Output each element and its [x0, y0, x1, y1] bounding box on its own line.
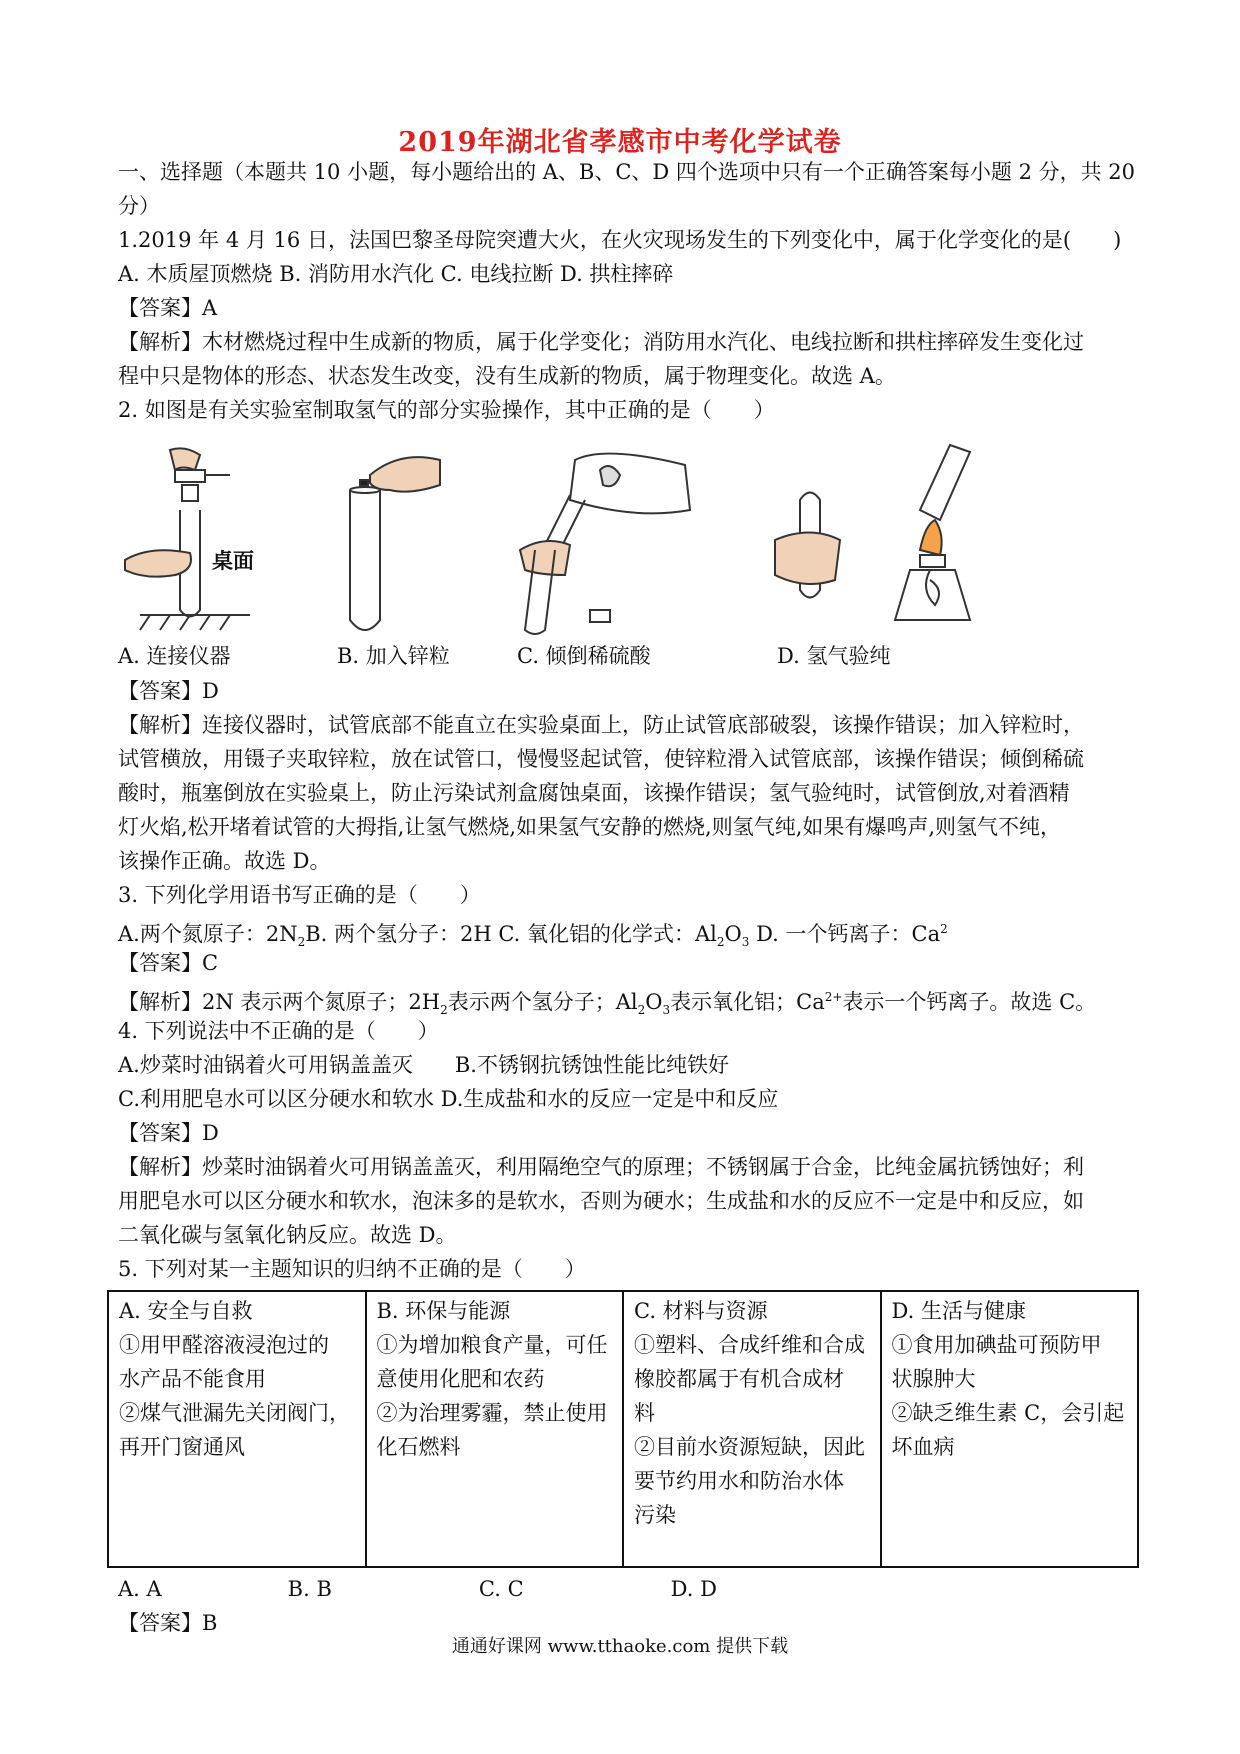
q4-analysis-2: 用肥皂水可以区分硬水和软水，泡沫多的是软水，否则为硬水；生成盐和水的反应不一定是中和反应，如: [118, 1189, 1084, 1213]
q4-options-1: A.炒菜时油锅着火可用锅盖盖灭 B.不锈钢抗锈蚀性能比纯铁好: [118, 1053, 729, 1077]
q5-cell-c: C. 材料与资源 ①塑料、合成纤维和合成 橡胶都属于有机合成材 料 ②目前水资源短缺，因此 要节约用水和防治水体 污染: [623, 1291, 881, 1567]
q1-answer: 【答案】A: [118, 296, 218, 320]
section-heading-cont: 分）: [118, 194, 160, 218]
page-footer: 通通好课网 www.tthaoke.com 提供下载: [451, 1636, 789, 1657]
q2-analysis-4: 灯火焰,松开堵着试管的大拇指,让氢气燃烧,如果氢气安静的燃烧,则氢气纯,如果有爆鸣声,则氢气不纯，: [118, 815, 1062, 839]
section-heading: 一、选择题（本题共 10 小题，每小题给出的 A、B、C、D 四个选项中只有一个正确答案每小题 2 分，共 20: [118, 160, 1136, 184]
q2-answer: 【答案】D: [118, 679, 219, 703]
q5-stem: 5. 下列对某一主题知识的归纳不正确的是（ ）: [118, 1257, 586, 1281]
q1-options: A. 木质屋顶燃烧 B. 消防用水汽化 C. 电线拉断 D. 拱柱摔碎: [118, 262, 674, 286]
q4-analysis-1: 【解析】炒菜时油锅着火可用锅盖盖灭，利用隔绝空气的原理；不锈钢属于合金，比纯金属抗锈蚀好；利: [118, 1155, 1084, 1179]
figure-c-pour-acid: [515, 440, 695, 640]
q3-stem: 3. 下列化学用语书写正确的是（ ）: [118, 883, 481, 907]
q4-analysis-3: 二氧化碳与氢氧化钠反应。故选 D。: [118, 1223, 457, 1247]
q1-analysis-1: 【解析】木材燃烧过程中生成新的物质，属于化学变化；消防用水汽化、电线拉断和拱柱摔碎发生变化过: [118, 330, 1084, 354]
figure-b-add-zinc: [330, 445, 450, 635]
q3-analysis: 【解析】2N 表示两个氮原子；$2H_2$表示两个氢分子；$Al_2O_3$表示氧化铝；$Ca^{2+}$表示一个钙离子。故选 C。: [118, 990, 1097, 1018]
q5-cell-d: D. 生活与健康 ①食用加碘盐可预防甲 状腺肿大 ②缺乏维生素 C，会引起 坏血病: [881, 1291, 1139, 1567]
q4-answer: 【答案】D: [118, 1121, 219, 1145]
q4-options-2: C.利用肥皂水可以区分硬水和软水 D.生成盐和水的反应一定是中和反应: [118, 1087, 779, 1111]
figure-c-label: C. 倾倒稀硫酸: [517, 644, 651, 668]
q2-stem: 2. 如图是有关实验室制取氢气的部分实验操作，其中正确的是（ ）: [118, 398, 775, 422]
desk-label: 桌面: [212, 549, 254, 573]
figure-d-hydrogen-purity-test: [770, 440, 1030, 640]
q2-analysis-5: 该操作正确。故选 D。: [118, 849, 331, 873]
figure-a-label: A. 连接仪器: [118, 644, 231, 668]
q2-analysis-2: 试管横放，用镊子夹取锌粒，放在试管口，慢慢竖起试管，使锌粒滑入试管底部，该操作错误；倾倒稀硫: [118, 747, 1084, 771]
q3-answer: 【答案】C: [118, 951, 219, 975]
q2-analysis-3: 酸时，瓶塞倒放在实验桌上，防止污染试剂盒腐蚀桌面，该操作错误；氢气验纯时，试管倒放,对着酒精: [118, 781, 1070, 805]
figure-a-connect-apparatus: [120, 445, 260, 635]
q1-stem: 1.2019 年 4 月 16 日，法国巴黎圣母院突遭大火，在火灾现场发生的下列变化中，属于化学变化的是( ): [118, 228, 1122, 252]
figure-d-label: D. 氢气验纯: [777, 644, 891, 668]
q5-cell-b: B. 环保与能源 ①为增加粮食产量，可任 意使用化肥和农药 ②为治理雾霾，禁止使用 化石燃料: [366, 1291, 624, 1567]
q5-answer: 【答案】B: [118, 1611, 218, 1635]
q5-cell-a: A. 安全与自救 ①用甲醛溶液浸泡过的 水产品不能食用 ②煤气泄漏先关闭阀门， 再开门窗通风: [108, 1291, 366, 1567]
page-title: 2019年湖北省孝感市中考化学试卷: [398, 127, 842, 158]
q5-table: [107, 1290, 1139, 1568]
q2-analysis-1: 【解析】连接仪器时，试管底部不能直立在实验桌面上，防止试管底部破裂，该操作错误；加入锌粒时，: [118, 713, 1084, 737]
figure-b-label: B. 加入锌粒: [337, 644, 450, 668]
q5-options: A. A B. B C. C D. D: [118, 1577, 717, 1601]
q4-stem: 4. 下列说法中不正确的是（ ）: [118, 1019, 439, 1043]
q3-options: A.两个氮原子：$2N_2B$. 两个氢分子：2H C. 氧化铝的化学式：$Al_2O_3$ D. 一个钙离子：Ca$^2$: [118, 922, 948, 950]
q1-analysis-2: 程中只是物体的形态、状态发生改变，没有生成新的物质，属于物理变化。故选 A。: [118, 364, 896, 388]
